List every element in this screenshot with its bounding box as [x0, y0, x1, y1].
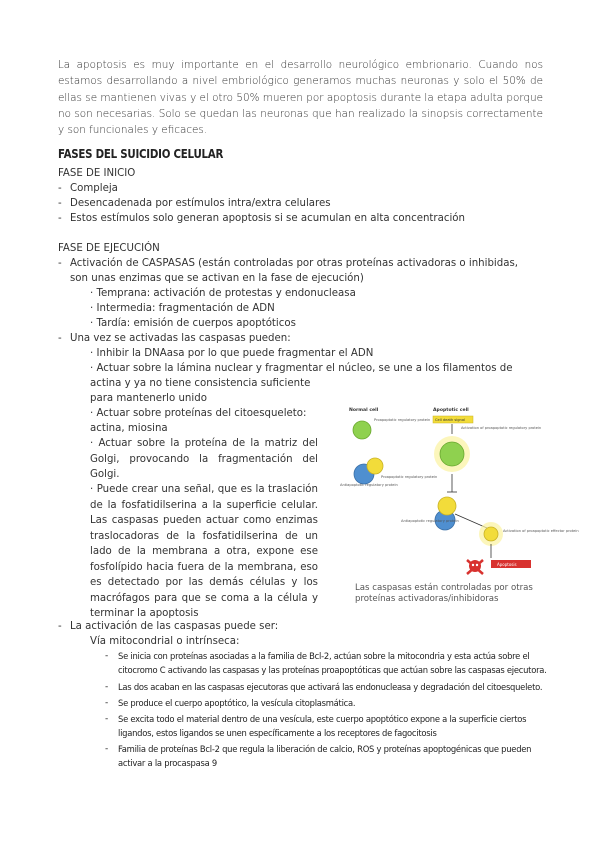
list-item: - Activación de CASPASAS (están controladas por otras proteínas activadoras o inhibidas, [58, 258, 518, 269]
effector-protein [484, 527, 498, 541]
proapoptotic-protein [353, 421, 371, 439]
bullet-item-continuation: ligandos, estos ligandos se unen específicamente a los receptores de fagocitosis [118, 728, 437, 738]
sub-item-continuation: actina, miosina [90, 423, 168, 434]
label-proapoptotic-2: Proapoptotic regulatory protein [381, 475, 438, 479]
skull-icon [467, 560, 483, 574]
label-apoptosis: Apoptosis [497, 562, 517, 567]
intro-paragraph: La apoptosis es muy importante en el desarrollo neurológico embrionario. Cuando nos estamos desarrollando a nivel embriológico generamos muchas neuronas y solo el 50% de ellas se mantienen vivas y el otro 50% mueren por apoptosis durante la etapa adulta porque no son necesarias. Solo se quedan las neuronas que han realizado la sinopsis correctamente y son funcionales y eficaces. [58, 59, 543, 137]
sub-item: · Intermedia: fragmentación de ADN [90, 303, 275, 314]
label-cell-death-signal: Cell death signal [435, 418, 466, 422]
label-antiapoptotic: Antiapoptotic regulatory protein [340, 483, 398, 487]
activated-proapoptotic-protein [440, 442, 464, 466]
sub-item: · Temprana: activación de protestas y endonucleasa [90, 288, 356, 299]
bullet-item: - Se excita todo el material dentro de una vesícula, este cuerpo apoptótico expone a la superficie ciertos [105, 714, 527, 724]
list-item: - Estos estímulos solo generan apoptosis si se acumulan en alta concentración [58, 213, 465, 224]
label-activation-effector: Activation of proapoptotic effector protein [503, 529, 579, 533]
yellow-protein [367, 458, 383, 474]
list-item-continuation: son unas enzimas que se activan en la fase de ejecución) [70, 273, 364, 284]
section-heading: FASES DEL SUICIDIO CELULAR [58, 146, 224, 161]
list-item: - Una vez se activadas las caspasas pueden: [58, 333, 291, 344]
sub-item: · Inhibir la DNAasa por lo que puede fragmentar el ADN [90, 348, 374, 359]
bullet-item: - Se inicia con proteínas asociadas a la familia de Bcl-2, actúan sobre la mitocondria y esta actúa sobre el [105, 651, 530, 661]
yellow-protein-2 [438, 497, 456, 515]
via-title: Vía mitocondrial o intrínseca: [90, 636, 240, 647]
sub-item: · Actuar sobre la lámina nuclear y fragmentar el núcleo, se une a los filamentos de [90, 363, 513, 374]
sub-item: · Actuar sobre la proteína de la matriz del Golgi, provocando la fragmentación del Golgi. [90, 438, 318, 480]
label-normal-cell: Normal cell [349, 408, 379, 413]
sub-item-continuation: para mantenerlo unido [90, 393, 207, 404]
list-item: - La activación de las caspasas puede ser: [58, 621, 279, 632]
list-item: - Compleja [58, 183, 118, 194]
figure-diagram [337, 402, 579, 582]
sub-item: · Actuar sobre proteínas del citoesqueleto: [90, 408, 307, 419]
list-item: - Desencadenada por estímulos intra/extra celulares [58, 198, 331, 209]
sub-item: · Tardía: emisión de cuerpos apoptóticos [90, 318, 296, 329]
label-activation-proapoptotic: Activation of proapoptotic regulatory protein [461, 426, 542, 430]
sub-item: · Puede crear una señal, que es la traslación de la fosfatidilserina a la superficie celular. Las caspasas pueden actuar como enzimas traslocadoras de la fosfatidilserina de un lado de la membrana a otra, expone ese fosfolípido hacia fuera de la membrana, eso es detectado por las demás células y los macrófagos para que se coma a la célula y terminar la apoptosis [90, 484, 318, 619]
caspase-figure [337, 402, 579, 602]
bullet-item: - Las dos acaban en las caspasas ejecutoras que activará las endonucleasa y degradación del citoesqueleto. [105, 682, 543, 692]
bullet-item: - Se produce el cuerpo apoptótico, la vesícula citoplasmática. [105, 698, 356, 708]
label-apoptotic-cell: Apoptotic cell [433, 408, 469, 413]
bullet-item-continuation: citocromo C activando las caspasas y las proteínas proapoptóticas que actúan sobre las caspasas ejecutora. [118, 665, 547, 675]
fase-inicio-title: FASE DE INICIO [58, 168, 136, 179]
bullet-item: - Familia de proteínas Bcl-2 que regula la liberación de calcio, ROS y proteínas apoptogénicas que pueden [105, 744, 532, 754]
sub-item-continuation: actina y ya no tiene consistencia suficiente [90, 378, 311, 389]
figure-caption: Las caspasas están controladas por otras proteínas activadoras/inhibidoras [355, 583, 533, 604]
label-antiapoptotic-2: Antiapoptotic regulatory protein [401, 519, 459, 523]
label-proapoptotic: Proapoptotic regulatory protein [374, 418, 431, 422]
bullet-item-continuation: activar a la procaspasa 9 [118, 758, 217, 768]
fase-ejecucion-title: FASE DE EJECUCIÓN [58, 243, 160, 254]
